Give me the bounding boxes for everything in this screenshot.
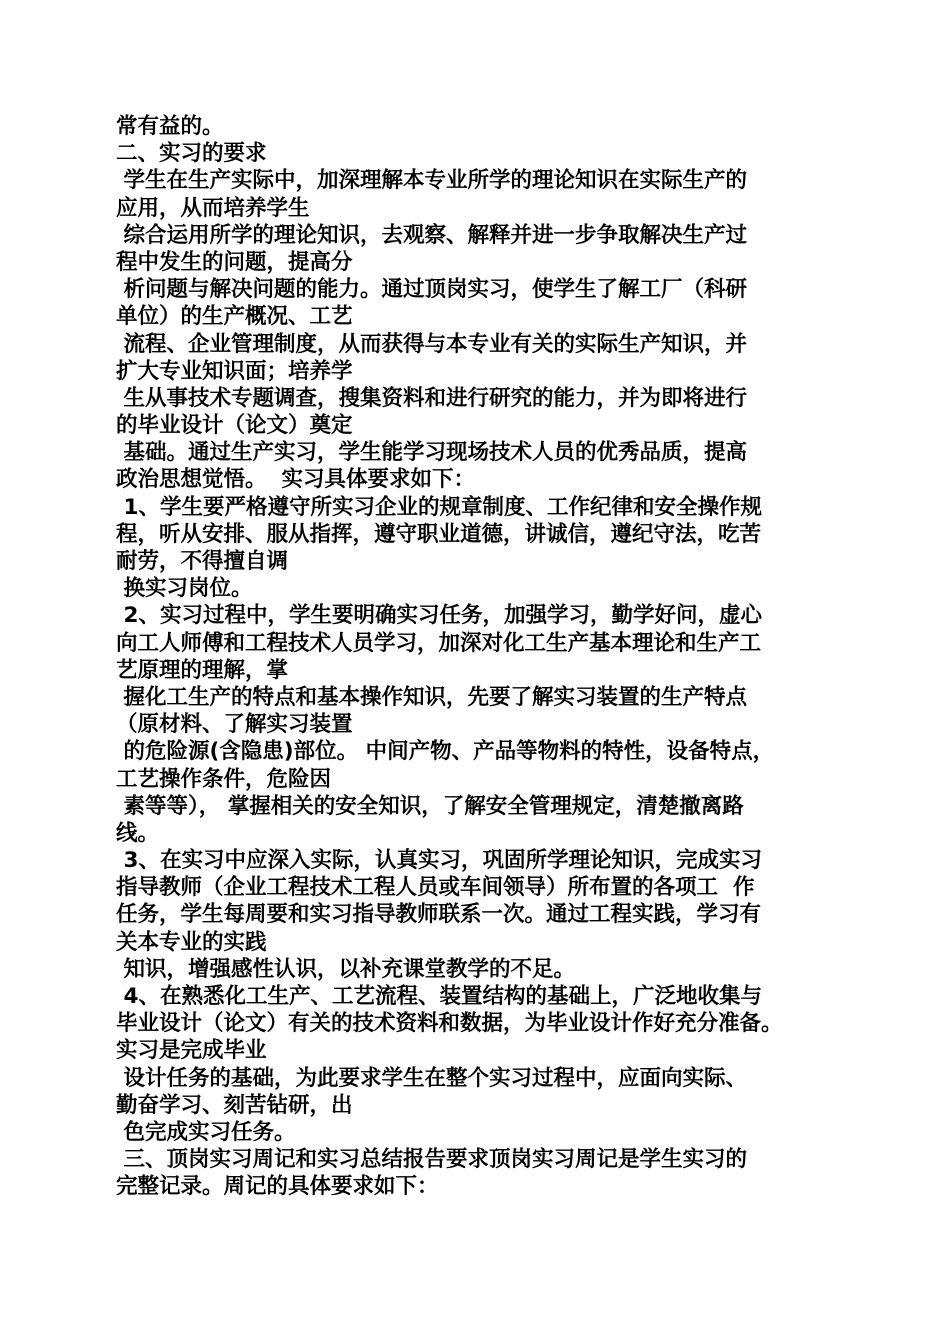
- text-line: 析问题与解决问题的能力。通过顶岗实习，使学生了解工厂（科研: [116, 277, 747, 303]
- text-line: 应用，从而培养学生: [116, 195, 310, 221]
- text-line: 政治思想觉悟。 实习具体要求如下：: [116, 467, 475, 493]
- text-line: 三、顶岗实习周记和实习总结报告要求顶岗实习周记是学生实习的: [116, 1147, 747, 1173]
- text-line: 二、实习的要求: [116, 141, 267, 167]
- text-line: 的毕业设计（论文）奠定: [116, 413, 353, 439]
- text-line: 完整记录。周记的具体要求如下：: [116, 1174, 439, 1200]
- text-line: 2、实习过程中，学生要明确实习任务，加强学习，勤学好问，虚心: [116, 603, 762, 629]
- text-line: 知识，增强感性认识，以补充课堂教学的不足。: [116, 956, 575, 982]
- text-line: 综合运用所学的理论知识，去观察、解释并进一步争取解决生产过: [116, 222, 747, 248]
- text-line: 任务，学生每周要和实习指导教师联系一次。通过工程实践，学习有: [116, 902, 762, 928]
- text-line: 线。: [116, 820, 160, 846]
- text-line: 4、在熟悉化工生产、工艺流程、装置结构的基础上，广泛地收集与: [116, 984, 762, 1009]
- text-line: 程，听从安排、服从指挥，遵守职业道德，讲诚信，遵纪守法，吃苦: [116, 521, 762, 547]
- text-line: 换实习岗位。: [116, 576, 253, 602]
- text-line: 毕业设计（论文）有关的技术资料和数据，为毕业设计作好充分准备。: [116, 1011, 783, 1037]
- text-line: 色完成实习任务。: [116, 1119, 296, 1145]
- text-line: （原材料、了解实习装置: [116, 712, 353, 738]
- text-line: 生从事技术专题调查，搜集资料和进行研究的能力，并为即将进行: [116, 385, 747, 411]
- text-line: 单位）的生产概况、工艺: [116, 304, 353, 330]
- text-line: 扩大专业知识面；培养学: [116, 358, 353, 384]
- document-body: [116, 113, 851, 1201]
- text-line: 程中发生的问题，提高分: [116, 249, 353, 275]
- text-line: 艺原理的理解，掌: [116, 657, 289, 683]
- text-line: 关本专业的实践: [116, 929, 267, 955]
- text-line: 1、学生要严格遵守所实习企业的规章制度、工作纪律和安全操作规: [116, 494, 762, 520]
- text-line: 指导教师（企业工程技术工程人员或车间领导）所布置的各项工 作: [116, 875, 755, 901]
- text-line: 素等等）， 掌握相关的安全知识，了解安全管理规定，清楚撤离路: [116, 793, 744, 819]
- text-line: 设计任务的基础，为此要求学生在整个实习过程中，应面向实际、: [116, 1065, 747, 1091]
- text-line: 耐劳，不得擅自调: [116, 549, 289, 574]
- text-line: 勤奋学习、刻苦钻研，出: [116, 1092, 353, 1118]
- text-line: 的危险源(含隐患)部位。 中间产物、产品等物料的特性，设备特点，: [116, 739, 775, 765]
- text-line: 工艺操作条件，危险因: [116, 766, 332, 792]
- text-line: 流程、企业管理制度，从而获得与本专业有关的实际生产知识，并: [116, 331, 747, 357]
- text-line: 基础。通过生产实习，学生能学习现场技术人员的优秀品质，提高: [116, 440, 747, 466]
- text-line: 向工人师傅和工程技术人员学习，加深对化工生产基本理论和生产工: [116, 630, 762, 656]
- text-line: 实习是完成毕业: [116, 1038, 267, 1064]
- text-line: 3、在实习中应深入实际，认真实习，巩固所学理论知识，完成实习: [116, 848, 762, 874]
- text-line: 握化工生产的特点和基本操作知识，先要了解实习装置的生产特点: [116, 684, 747, 710]
- text-line: 学生在生产实际中，加深理解本专业所学的理论知识在实际生产的: [116, 168, 747, 194]
- text-line: 常有益的。: [116, 114, 224, 139]
